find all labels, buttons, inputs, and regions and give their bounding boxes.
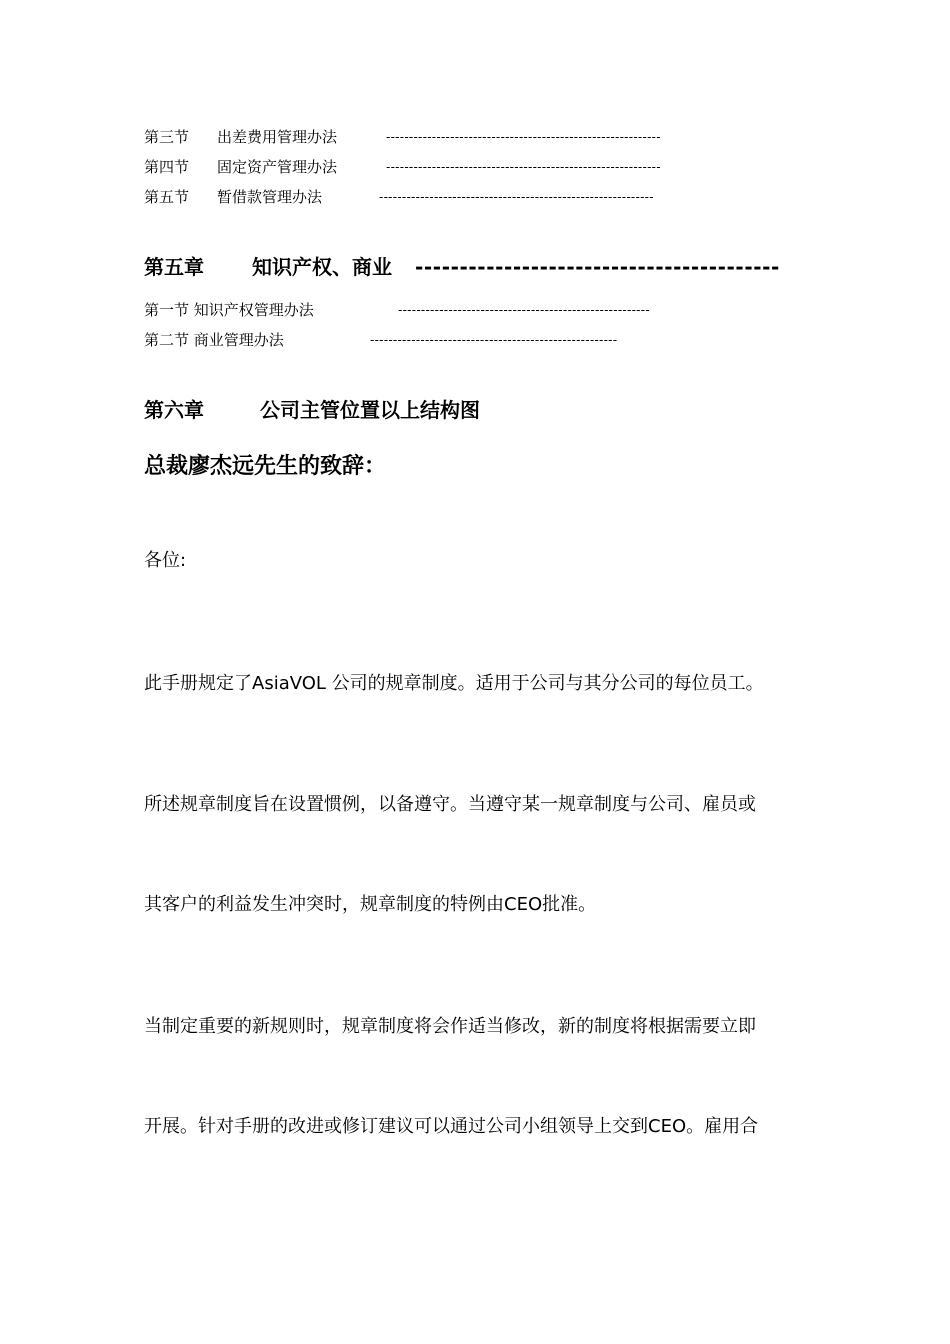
speech-paragraph-line: 其客户的利益发生冲突时，规章制度的特例由CEO批准。	[144, 894, 597, 915]
speech-paragraph-line: 此手册规定了AsiaVOL 公司的规章制度。适用于公司与其分公司的每位员工。	[144, 673, 764, 694]
chapter-number: 第五章	[144, 255, 204, 279]
toc-section-number: 第三节	[144, 128, 190, 146]
toc-section-title: 暂借款管理办法	[217, 188, 323, 206]
speech-title: 总裁廖杰远先生的致辞：	[144, 454, 387, 479]
toc-section-title: 出差费用管理办法	[217, 128, 338, 146]
speech-salutation: 各位:	[144, 550, 187, 571]
toc-section-label: 第二节 商业管理办法	[144, 331, 284, 349]
toc-leader: ------------------------------------------------------------	[379, 190, 654, 204]
toc-leader: ------------------------------------------------------	[370, 333, 618, 347]
toc-section-title: 固定资产管理办法	[217, 158, 338, 176]
chapter-leader: -----------------------------------------	[415, 255, 780, 279]
chapter-number: 第六章	[144, 398, 204, 422]
toc-section-label: 第一节 知识产权管理办法	[144, 301, 314, 319]
chapter-title: 知识产权、商业	[252, 255, 392, 279]
toc-section-number: 第五节	[144, 188, 190, 206]
toc-leader: ------------------------------------------------------------	[386, 130, 661, 144]
speech-paragraph-line: 所述规章制度旨在设置惯例，以备遵守。当遵守某一规章制度与公司、雇员或	[144, 794, 756, 815]
toc-leader: -------------------------------------------------------	[398, 303, 650, 317]
toc-leader: ------------------------------------------------------------	[386, 160, 661, 174]
chapter-title: 公司主管位置以上结构图	[260, 398, 480, 422]
toc-section-number: 第四节	[144, 158, 190, 176]
speech-paragraph-line: 开展。针对手册的改进或修订建议可以通过公司小组领导上交到CEO。雇用合	[144, 1116, 759, 1137]
speech-paragraph-line: 当制定重要的新规则时，规章制度将会作适当修改，新的制度将根据需要立即	[144, 1016, 756, 1037]
